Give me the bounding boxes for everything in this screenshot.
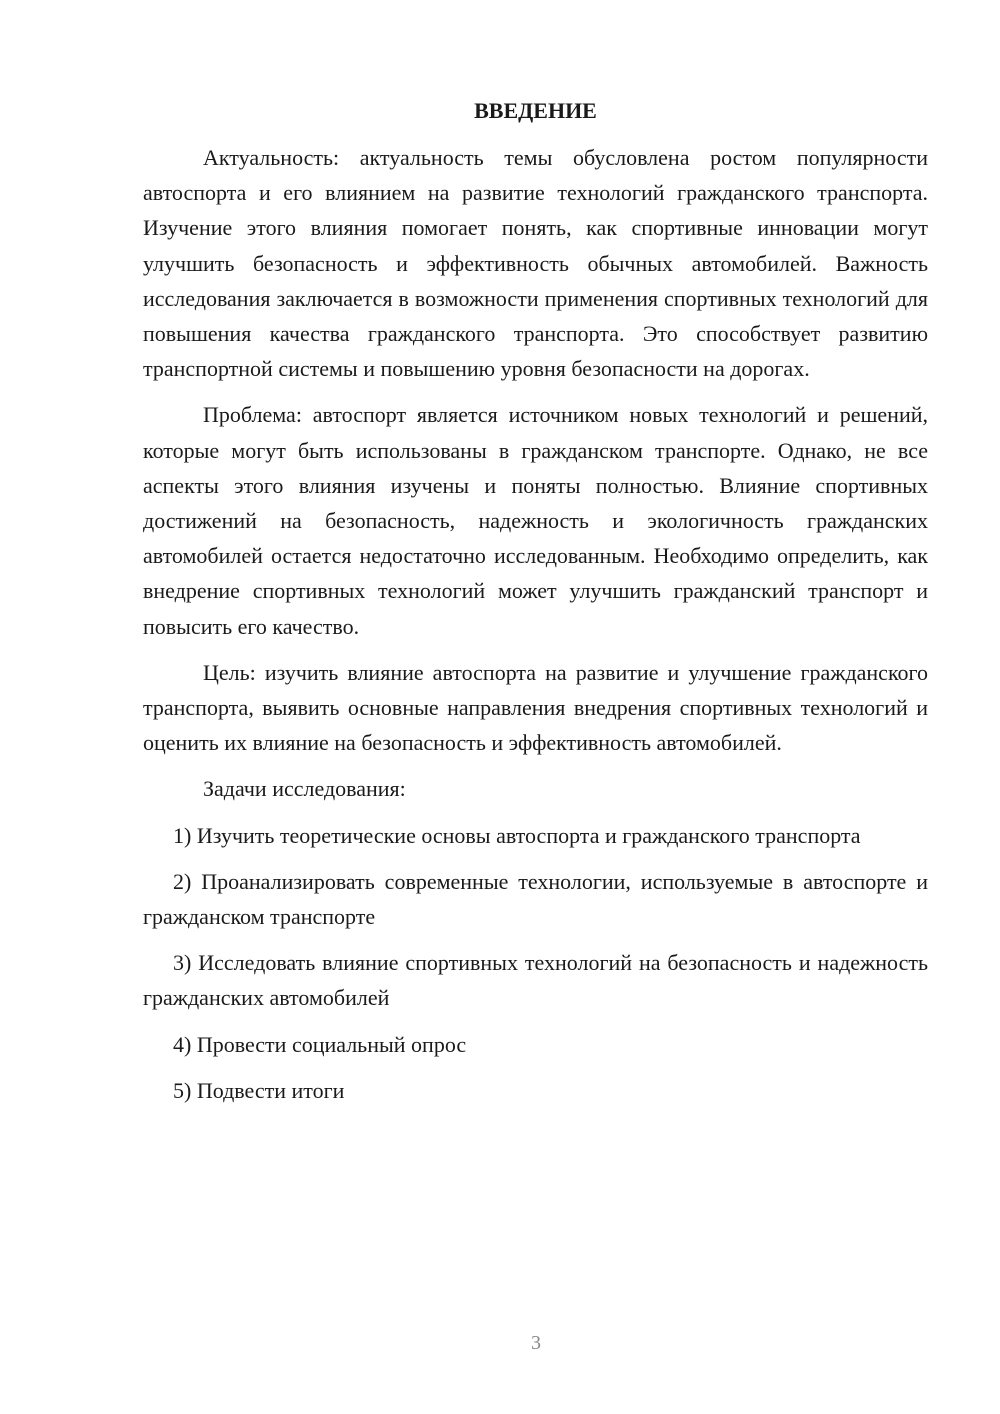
document-page [143,94,928,1119]
paragraph-relevance: Актуальность: актуальность темы обусловлена ростом популярности автоспорта и его влиянием на развитие технологий гражданского транспорта. Изучение этого влияния помогает понять, как спортивные инновации могут улучшить безопасность и эффективность обычных автомобилей. Важность исследования заключается в возможности применения спортивных технологий для повышения качества гражданского транспорта. Это способствует развитию транспортной системы и повышению уровня безопасности на дорогах. [143,145,928,382]
task-item: 1) Изучить теоретические основы автоспорта и гражданского транспорта [173,822,861,848]
task-item: 5) Подвести итоги [173,1077,345,1103]
section-heading: ВВЕДЕНИЕ [474,98,597,123]
task-item: 2) Проанализировать современные технологии, используемые в автоспорте и гражданском транспорте [143,868,928,930]
page-number: 3 [531,1332,541,1354]
task-item: 4) Провести социальный опрос [173,1031,467,1057]
task-item: 3) Исследовать влияние спортивных технологий на безопасность и надежность гражданских автомобилей [143,950,928,1011]
tasks-label: Задачи исследования: [203,776,406,802]
paragraph-goal: Цель: изучить влияние автоспорта на развитие и улучшение гражданского транспорта, выявить основные направления внедрения спортивных технологий и оценить их влияние на безопасность и эффективность автомобилей. [143,659,928,756]
paragraph-problem: Проблема: автоспорт является источником новых технологий и решений, которые могут быть использованы в гражданском транспорте. Однако, не все аспекты этого влияния изучены и поняты полностью. Влияние спортивных достижений на безопасность, надежность и экологичность гражданских автомобилей остается недостаточно исследованным. Необходимо определить, как внедрение спортивных технологий может улучшить гражданский транспорт и повысить его качество. [143,402,928,639]
